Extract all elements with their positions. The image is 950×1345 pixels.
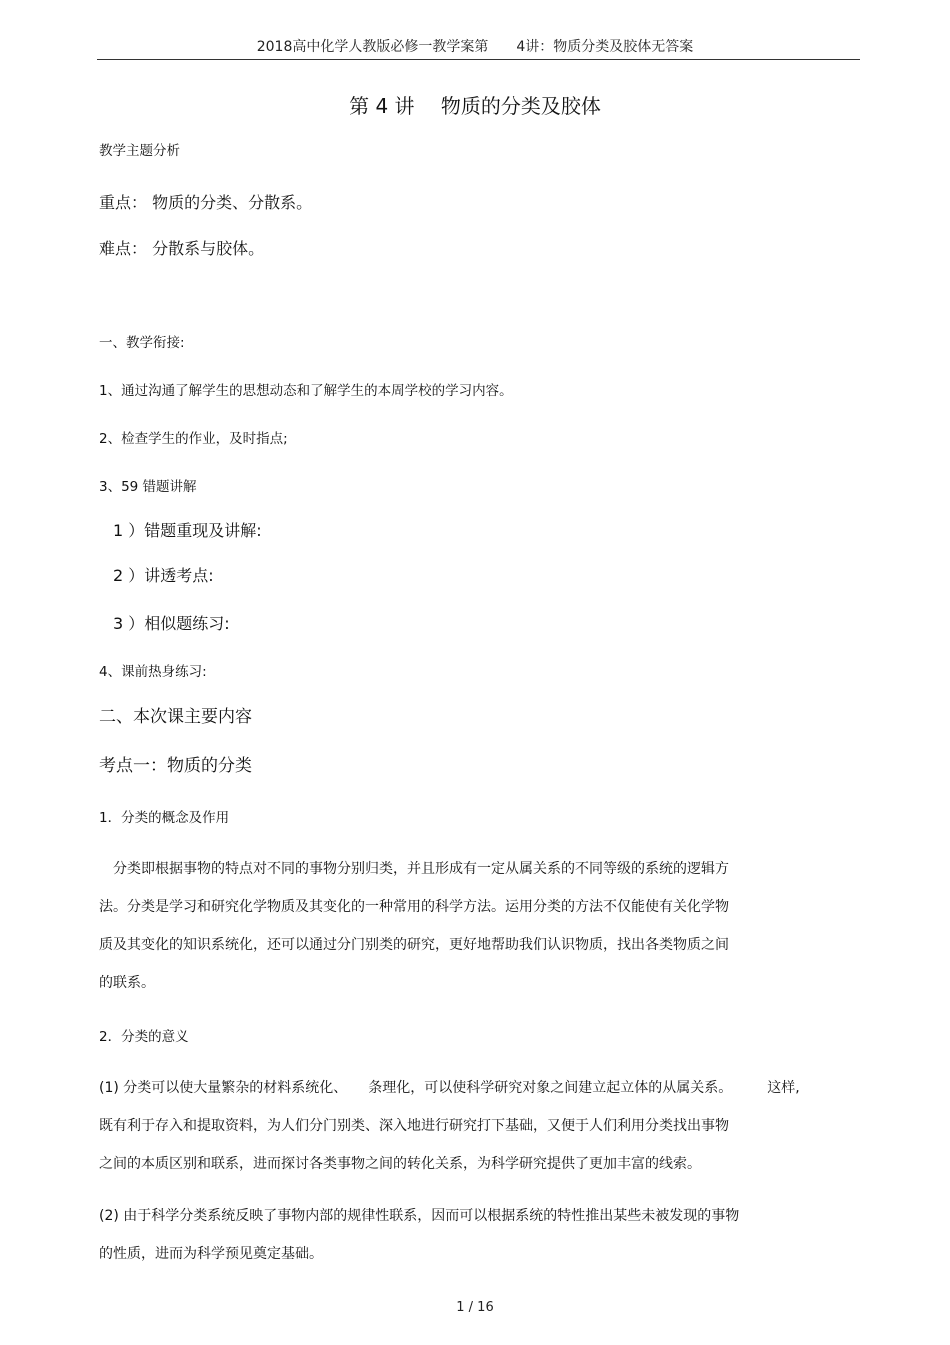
paragraph-line: 法。分类是学习和研究化学物质及其变化的一种常用的科学方法。运用分类的方法不仅能使有关化学物 — [99, 899, 729, 915]
subitem-3: 3 ）相似题练习: — [113, 614, 230, 633]
paragraph-line: 的性质，进而为科学预见奠定基础。 — [99, 1246, 323, 1262]
difficulty-point: 难点： 分散系与胶体。 — [99, 239, 265, 258]
paragraph-line: 分类即根据事物的特点对不同的事物分别归类，并且形成有一定从属关系的不同等级的系统的逻辑方 — [99, 861, 729, 877]
paragraph-line: 的联系。 — [99, 975, 155, 991]
page-number: 1 / 16 — [456, 1300, 494, 1315]
sub2-heading: 2．分类的意义 — [99, 1029, 189, 1045]
topic1-heading: 考点一：物质的分类 — [99, 756, 252, 776]
paragraph-classification-meaning-2 — [99, 1197, 739, 1273]
paragraph-line: 质及其变化的知识系统化，还可以通过分门别类的研究，更好地帮助我们认识物质，找出各类物质之间 — [99, 937, 729, 953]
paragraph-line: 之间的本质区别和联系，进而探讨各类事物之间的转化关系，为科学研究提供了更加丰富的线索。 — [99, 1156, 701, 1172]
section1-item-4: 4、课前热身练习: — [99, 664, 207, 680]
lecture-title: 第 4 讲 物质的分类及胶体 — [349, 94, 601, 118]
key-point: 重点： 物质的分类、分散系。 — [99, 193, 313, 212]
section1-item-3: 3、59 错题讲解 — [99, 479, 197, 495]
paragraph-classification-meaning-1 — [99, 1069, 800, 1183]
subitem-2: 2 ）讲透考点: — [113, 566, 214, 585]
paragraph-line: (2) 由于科学分类系统反映了事物内部的规律性联系，因而可以根据系统的特性推出某些未被发现的事物 — [99, 1208, 740, 1224]
paragraph-line: 既有利于存入和提取资料，为人们分门别类、深入地进行研究打下基础，又便于人们利用分类找出事物 — [99, 1118, 729, 1134]
header-divider — [97, 59, 860, 60]
section1-item-1: 1、通过沟通了解学生的思想动态和了解学生的本周学校的学习内容。 — [99, 383, 513, 399]
subitem-1: 1 ）错题重现及讲解: — [113, 521, 262, 540]
sub1-heading: 1．分类的概念及作用 — [99, 810, 230, 826]
theme-heading: 教学主题分析 — [99, 143, 180, 159]
section1-heading: 一、教学衔接: — [99, 335, 185, 351]
section2-heading: 二、本次课主要内容 — [99, 707, 252, 727]
page-header: 2018高中化学人教版必修一教学案第 4讲：物质分类及胶体无答案 — [256, 39, 694, 55]
section1-item-2: 2、检查学生的作业，及时指点; — [99, 431, 288, 447]
paragraph-classification-concept — [99, 850, 729, 1002]
paragraph-line: (1) 分类可以使大量繁杂的材料系统化、 条理化，可以使科学研究对象之间建立起立体的从属关系。 这样, — [99, 1080, 800, 1096]
